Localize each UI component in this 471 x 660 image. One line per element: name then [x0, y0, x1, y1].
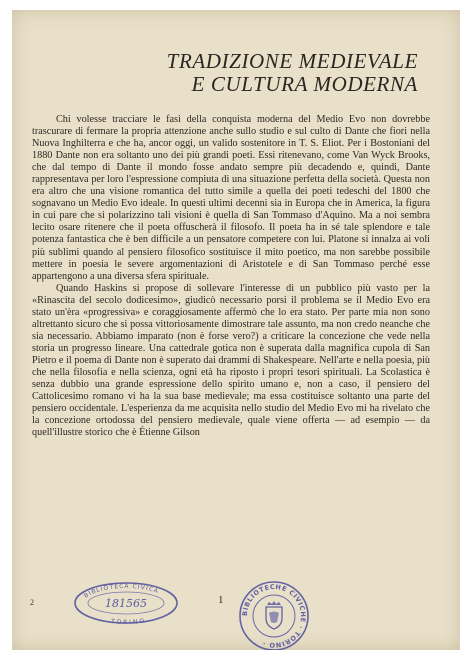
title-line-2: E CULTURA MODERNA	[191, 72, 418, 96]
signature-mark: 2	[30, 598, 34, 607]
library-stamp-round	[238, 580, 310, 650]
article-body	[32, 114, 430, 439]
document-page	[12, 10, 460, 650]
title-line-1: TRADIZIONE MEDIEVALE	[166, 49, 418, 73]
page-number: 1	[218, 594, 224, 606]
stamp-inventory-number: 181565	[105, 597, 147, 610]
svg-text:BIBLIOTECHE CIVICHE · TORINO ·: BIBLIOTECHE CIVICHE · TORINO ·	[240, 582, 308, 650]
svg-text:BIBLIOTECA CIVICA: BIBLIOTECA CIVICA	[82, 582, 160, 600]
article-title	[167, 50, 418, 96]
library-stamp-oval	[72, 581, 180, 625]
svg-text:TORINO: TORINO	[110, 617, 147, 625]
paragraph-2: Quando Haskins si propose di sollevare l'interesse di un pubblico più vasto per la «Rinascita del secolo dodicesimo», giudicò necessario porsi il problema se il Medio Evo era stato un'èra «progressiva» e coraggiosamente affermò che lo era stato. Per parte mia non sono altrettanto sicuro che si possa vittoriosamente dimostrare tale assunto, ma non credo neanche che sia necessario. Abbiamo imparato (non è forse vero?) a criticare la concezione che vede nella storia un progresso lineare. Una cattedrale gotica non è superata dalla magnifica cupola di San Pietro e il poema di Dante non è superato dai drammi di Shakespeare. Nell'arte e nella poesia, più che nella filosofia e nella scienza, ogni età ha riposto i propri tesori spirituali. La Scolastica è senza dubbio una grande espressione dello spirito umano e, non a caso, il pensiero del Cattolicesimo romano vi ha la sua base medievale; ma essa costituisce soltanto una parte del pensiero occidentale. L'esperienza da me acquisita nello studio del Medio Evo mi ha rivelato che la concezione ortodossa del pensiero medievale, quale viene offerta — ad esempio — da quell'illustre storico che è Étienne Gilson	[32, 282, 430, 439]
paragraph-1: Chi volesse tracciare le fasi della conquista moderna del Medio Evo non dovrebbe trascurare di fermare la propria attenzione anche sullo studio e sul culto di Dante che fiori nella Nuova Inghilterra e che ha, ancor oggi, un valido sostenitore in T. S. Eliot. Per i Bostoniani del 1880 Dante non era soltanto uno dei più grandi poeti. Essi ritenevano, come Van Wyck Brooks, che dal tempo di Dante il mondo fosse andato sempre più decadendo e, quindi, Dante rappresentava per loro l'espressione compiuta di una situazione perfetta della società. Questa non era altro che una visione romantica del tutto simile a quella dei poeti tedeschi del 1800 che sognavano un Medio Evo ideale. In questi ultimi decenni sia in Europa che in America, la figura in cui pare che si polarizzino tali visioni è quella di San Tommaso d'Aquino. Ma a noi sembra lecito osare ritenere che il poeta offuscherà il filosofo. Il poeta ha in sé tale splendore e tale potenza fantastica che è ben difficile a un pensatore competere con lui. Platone si innalza ai voli più sublimi quando al pensiero filosofico sostituisce il mito poetico, ma non sarebbe possibile mettere in poesia le severe argomentazioni di Aristotele e di San Tommaso perché esse appartengono a una diversa sfera spirituale.	[32, 114, 430, 282]
